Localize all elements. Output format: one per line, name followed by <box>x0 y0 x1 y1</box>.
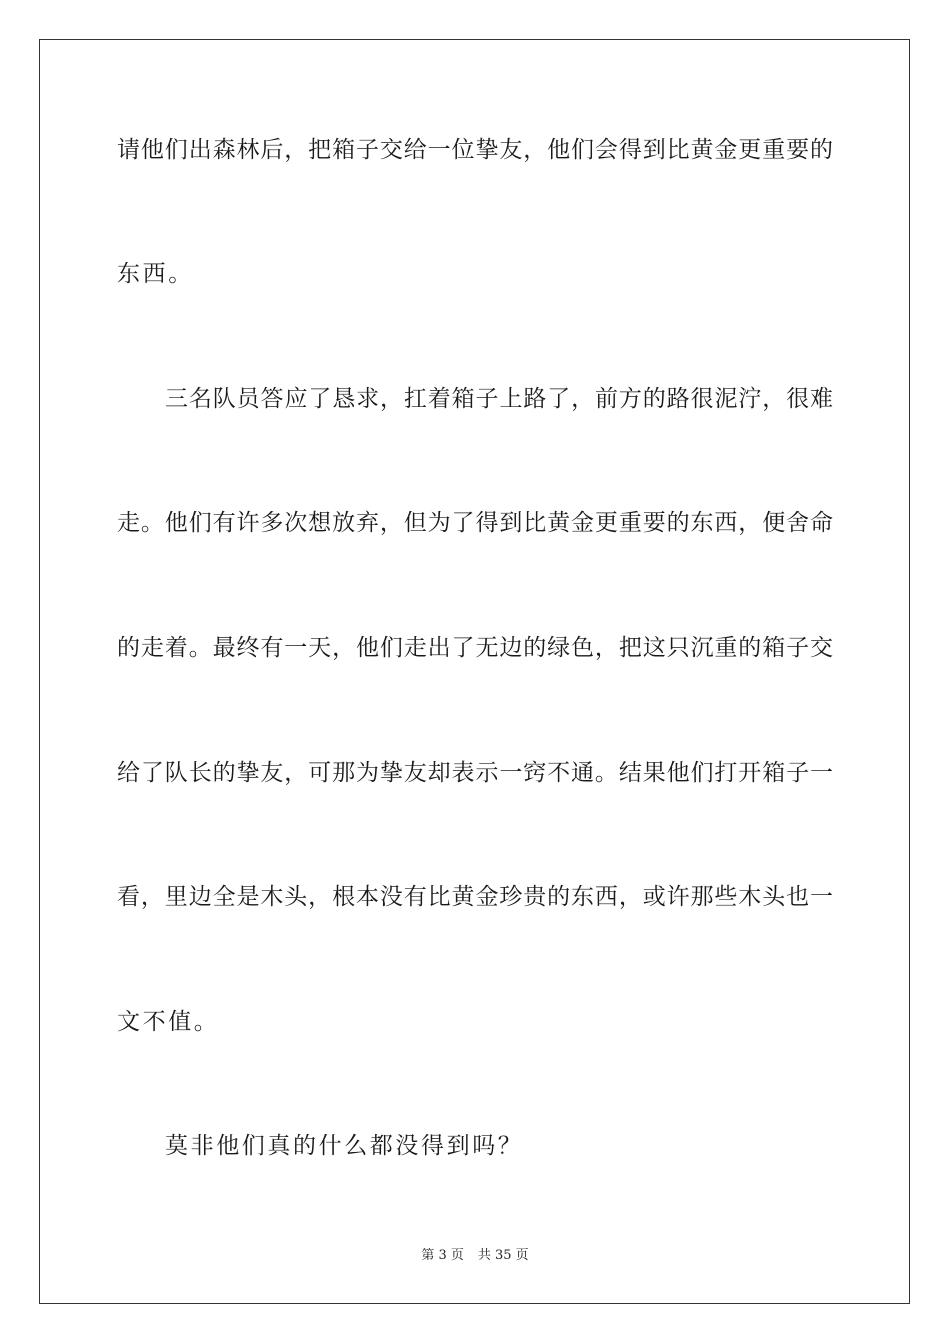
text-line: 走。他们有许多次想放弃，但为了得到比黄金更重要的东西，便舍命 <box>117 510 833 536</box>
page-border <box>39 39 910 1304</box>
text-line: 文不值。 <box>117 1009 220 1035</box>
page-footer <box>0 1247 950 1265</box>
text-line: 的走着。最终有一天，他们走出了无边的绿色，把这只沉重的箱子交 <box>117 635 833 661</box>
paragraph-first-line: 莫非他们真的什么都没得到吗？ <box>165 1133 524 1159</box>
paragraph-first-line: 三名队员答应了恳求，扛着箱子上路了，前方的路很泥泞，很难 <box>165 386 833 412</box>
text-line: 给了队长的挚友，可那为挚友却表示一窍不通。结果他们打开箱子一 <box>117 760 833 786</box>
text-line: 东西。 <box>117 261 194 287</box>
total-pages-label: 共 35 页 <box>477 1248 529 1263</box>
current-page-label: 第 3 页 <box>421 1248 464 1263</box>
text-line: 看，里边全是木头，根本没有比黄金珍贵的东西，或许那些木头也一 <box>117 884 833 910</box>
text-line: 请他们出森林后，把箱子交给一位挚友，他们会得到比黄金更重要的 <box>117 137 833 163</box>
